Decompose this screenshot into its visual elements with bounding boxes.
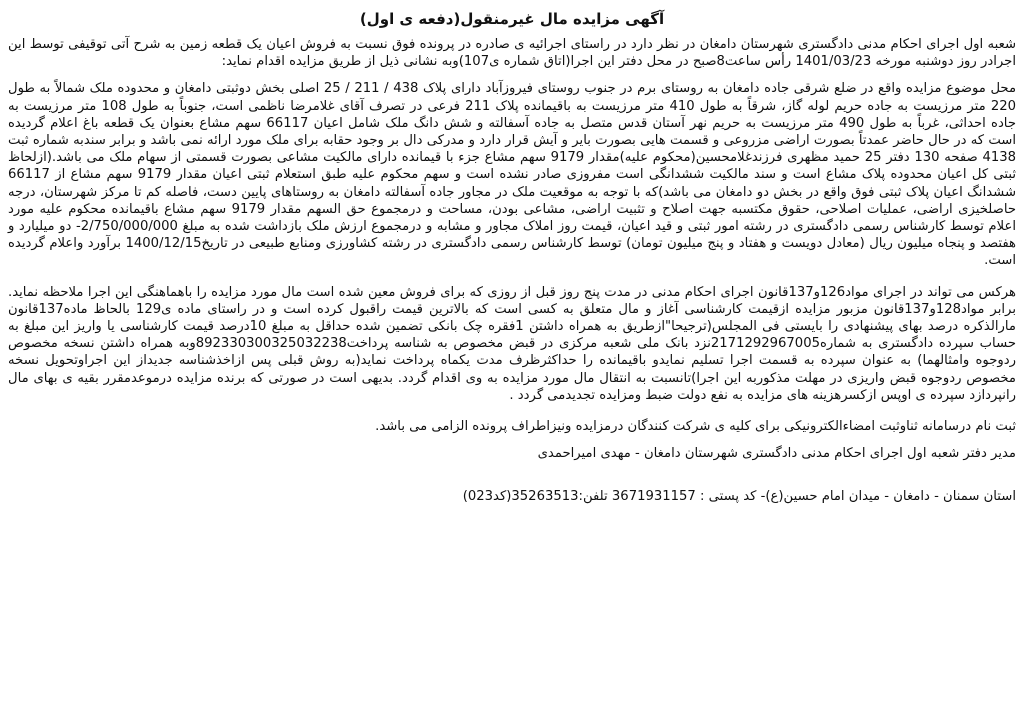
notice-title: آگهی مزایده مال غیرمنقول(دفعه ی اول) [359,10,665,28]
registration-paragraph: ثبت نام درسامانه ثناوثبت امضاءالکترونیکی برای کلیه ی شرکت کنندگان درمزایده ونیزاطراف پرونده الزامی می باشد. [375,419,1016,435]
signature-line: مدیر دفتر شعبه اول اجرای احکام مدنی دادگستری شهرستان دامغان - مهدی امیراحمدی [537,446,1016,462]
conditions-paragraph: هرکس می تواند در اجرای مواد126و137قانون اجرای احکام مدنی در مدت پنج روز قبل از روزی که برای فروش معین شده است مال مورد مزایده را باهماهنگی این اجرا ملاحظه نماید. برابر مواد128و137قانون مزبور مزایده ازقیمت کارشناسی آغاز و مال متعلق به کسی است که بالاترین قیمت راقبول کرده است و در راستای ماده ی129 بالحاظ ماده137قانون مارالذکره درصد بهای پیشنهادی را بایستی فی المجلس(ترجیحا"ازطریق به همراه داشتن 1فقره چک بانکی تضمین شده حداقل به مبلغ 10درصد قیمت کارشناسی یا واریز این مبلغ به حساب سپرده دادگستری به شماره2171292967005نزد بانک ملی شعبه مرکزی در قبض مخصوص به شناسه پرداخت892330300325032238وبه همراه داشتن نسخه مخصوص ردوجوه وامثالهما) به عنوان سپرده به قسمت اجرا تسلیم نمایدو باقیمانده را حداکثرظرف مدت یکماه پرداخت نماید(به روش قبلی پس ازاخذشناسه جدیداز این اجراوتحویل نسخه مخصوص ردوجوه قبض واریزی در مهلت مذکوربه این اجرا)تانسبت به انتقال مال مورد مزایده به وی اقدام گردد. بدیهی است در صورتی که برنده مزایده درموعدمقرر بقیه ی بهای مال رانپردازد سپرده ی اوپس ازکسرهزینه های مزایده به نفع دولت ضبط ومزایده تجدیدمی گردد . [8,284,1016,403]
intro-paragraph: شعبه اول اجرای احکام مدنی دادگستری شهرستان دامغان در نظر دارد در راستای اجرائیه ی صادره در پرونده فوق نسبت به فروش اعیان یک قطعه زمین به شرح آتی توقیفی توسط این اجرادر روز دوشنبه مورخه 1401/03/23 رأس ساعت8صبح در محل دفتر این اجرا(اتاق شماره ی107)وبه نشانی ذیل از طریق مزایده اقدام نماید: [8,37,1016,70]
address-line: استان سمنان - دامغان - میدان امام حسین(ع)- کد پستی : 3671931157 تلفن:35263513(کد023) [462,489,1016,505]
property-description-paragraph: محل موضوع مزایده واقع در ضلع شرقی جاده دامغان به روستای برم در جنوب روستای فیروزآباد دارای پلاک 438 / 211 / 25 اصلی بخش دوثبتی دامغان و محدوده ملک شمالاً به طول 220 متر مرزیست به جاده حریم لوله گاز، شرقاً به طول 410 متر مرزیست به باقیمانده پلاک 211 فرعی در تصرف آقای غلامرضا ناظمی است، جنوباً به طول 108 متر مرزیست به جاده احداثی، غرباً به طول 490 متر مرزیست به حریم نهر آستان قدس متصل به جاده آسفالته و شش دانگ ملک شامل اعیان 66117 سهم مشاع بعنوان یک قطعه باغ اعلام گردیده است که در حال حاضر عمدتاً بصورت اراضی مزروعی و قسمت هایی بصورت بایر و آیش قرار دارد و مدرکی دال بر وجود حقابه برای ملک مورد ارائه نمی باشد و برابر سندبه شماره ثبت 4138 صفحه 130 دفتر 25 حمید مظهری فرزندغلامحسین(محکوم علیه)مقدار 9179 سهم مشاع جزء با قیمانده دارای مالکیت مشاعی بصورت قسمتی از سهام ملک می باشد.(ازلحاظ ثبتی کل اعیان محدوده پلاک مشاع است و سند مالکیت ششدانگی است مفروزی صادر نشده است و سهم محکوم علیه طبق استعلام ثبتی اعیان مقدار 9179 سهم مشاع از 66117 ششدانگ اعیان پلاک ثبتی فوق واقع در بخش دو دامغان می باشد)که با توجه به موقعیت ملک در مجاور جاده آسفالته دامغان به روستاهای پایین دست، فاصله کم تا مرکز شهرستان، درجه حاصلخیزی اراضی، عملیات اصلاحی، حقوق مکتسبه جهت اصلاح و تثبیت اراضی، مشاعی بودن، مساحت و درمجموع حق السهم مقدار 9179 سهم مشاع باقیمانده محکوم علیه مورد اعلام توسط کارشناس رسمی دادگستری در رشته امور ثبتی و قید اعیان، قیمت روز املاک مجاور و مشابه و درمجموع ارزش ملک بازداشت شده به مبلغ 2/750/000/000- دو میلیارد و هفتصد و پنجاه میلیون ریال (معادل دویست و هفتاد و پنج میلیون تومان) توسط کارشناس رسمی دادگستری در رشته کشاورزی ومنابع طبیعی در تاریخ1400/12/15 برآورد واعلام گردیده است. [8,81,1017,269]
